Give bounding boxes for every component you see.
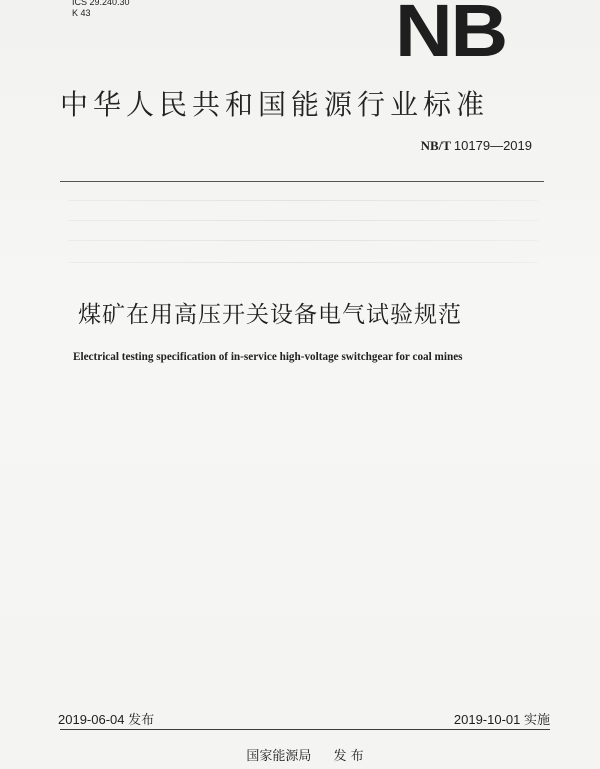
show-through-line	[68, 200, 538, 201]
category-code: K 43	[72, 8, 91, 18]
ics-code: ICS 29.240.30	[72, 0, 130, 7]
issuer	[0, 745, 600, 764]
footer-divider	[60, 729, 550, 730]
standard-prefix: NB/T	[420, 138, 451, 153]
document-title-en: Electrical testing specification of in-service high-voltage switchgear for coal mines	[73, 351, 463, 363]
document-title-cn: 煤矿在用高压开关设备电气试验规范	[78, 302, 462, 328]
publish-date: 2019-06-04 发布	[58, 712, 155, 727]
show-through-line	[68, 220, 538, 221]
classification-codes	[72, 0, 130, 19]
issuer-name: 国家能源局	[246, 749, 312, 764]
header-divider	[60, 181, 544, 182]
organization-title: 中华人民共和国能源行业标准	[60, 88, 490, 121]
standard-number	[421, 138, 532, 154]
nb-logo: NB	[395, 0, 507, 72]
show-through-line	[68, 240, 538, 241]
standard-code: 10179—2019	[453, 138, 532, 153]
implement-date: 2019-10-01 实施	[453, 712, 550, 727]
issuer-verb: 发 布	[333, 749, 364, 764]
show-through-line	[68, 262, 538, 263]
